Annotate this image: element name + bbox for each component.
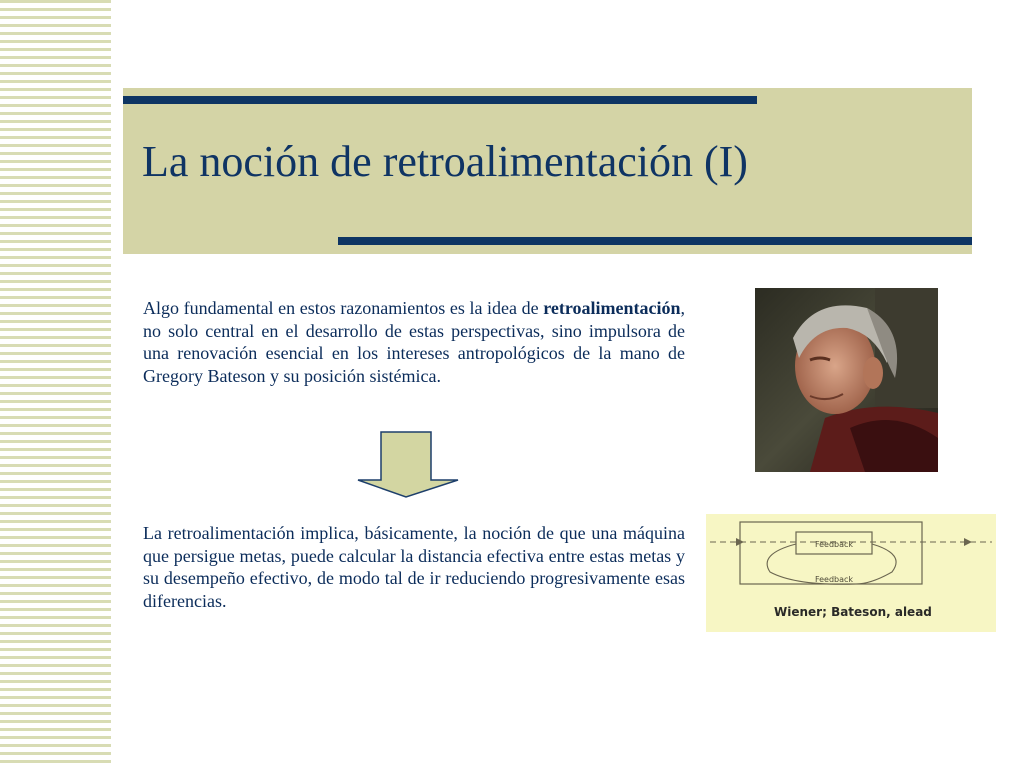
down-arrow-icon xyxy=(356,431,460,499)
diagram-lower-label: Feedback xyxy=(814,575,854,584)
feedback-diagram xyxy=(706,514,996,632)
diagram-box-label: Feedback xyxy=(814,540,854,549)
bold-term-retroalimentacion: retroalimentación xyxy=(543,298,681,318)
decorative-stripes xyxy=(0,0,111,768)
title-rule-bottom xyxy=(338,237,972,245)
title-rule-top xyxy=(123,96,757,104)
paragraph-feedback-intro xyxy=(143,297,685,387)
portrait-photo xyxy=(755,288,938,472)
paragraph-feedback-definition: La retroalimentación implica, básicamente, la noción de que una máquina que persigue metas, puede calcular la distancia efectiva entre estas metas y su desempeño efectivo, de modo tal de ir reduciendo progresivamente esas diferencias. xyxy=(143,523,685,611)
paragraph-1-text-start: Algo fundamental en estos razonamientos es la idea de xyxy=(143,298,544,318)
diagram-caption: Wiener; Bateson, alead xyxy=(774,605,932,619)
paragraph-1-text-end: , no solo central en el desarrollo de estas perspectivas, sino impulsora de una renovación esencial en los intereses antropológicos de la mano de Gregory Bateson y su posición sistémica. xyxy=(143,298,685,386)
slide-title: La noción de retroalimentación (I) xyxy=(142,137,748,186)
